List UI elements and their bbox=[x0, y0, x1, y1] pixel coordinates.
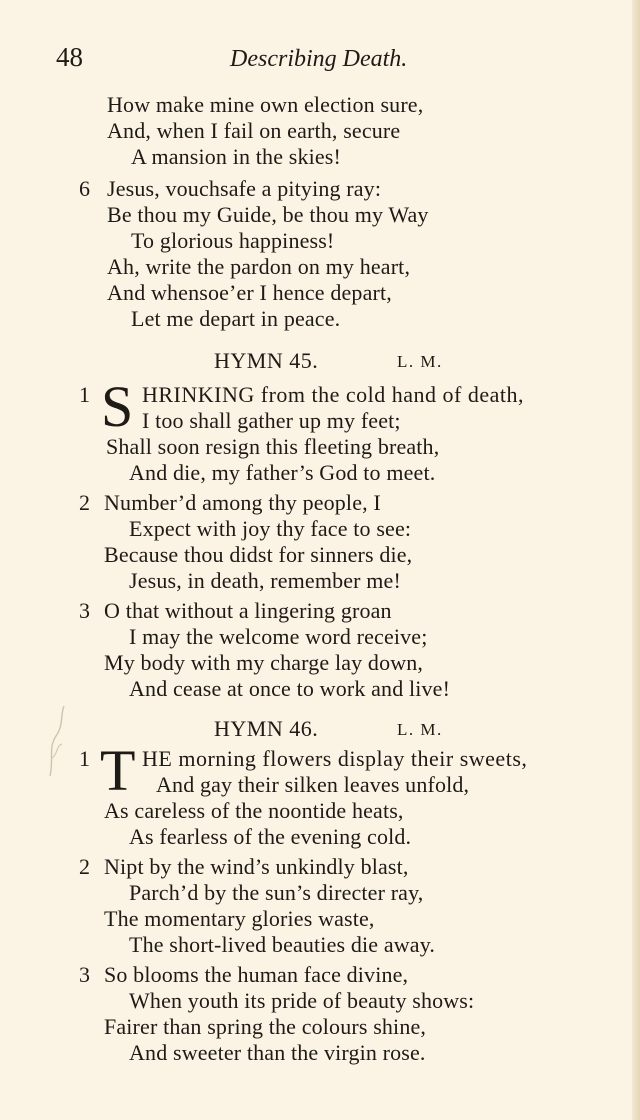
verse-line: A mansion in the skies! bbox=[131, 144, 341, 169]
hymn-meter: L. M. bbox=[397, 720, 443, 739]
drop-cap: T bbox=[100, 738, 136, 803]
pencil-annotation bbox=[42, 700, 72, 780]
verse-line: HE morning flowers display their sweets, bbox=[142, 746, 528, 771]
verse-line: I too shall gather up my feet; bbox=[142, 408, 401, 433]
verse-line: My body with my charge lay down, bbox=[104, 650, 424, 675]
running-title: Describing Death. bbox=[230, 46, 408, 72]
verse-line: And die, my father’s God to meet. bbox=[129, 460, 436, 485]
verse-line: Fairer than spring the colours shine, bbox=[104, 1014, 427, 1039]
verse-line: Jesus, in death, remember me! bbox=[129, 568, 401, 593]
verse-line: When youth its pride of beauty shows: bbox=[129, 988, 475, 1013]
drop-cap: S bbox=[101, 374, 134, 439]
verse-number: 2 bbox=[79, 854, 90, 879]
verse-line: Let me depart in peace. bbox=[131, 306, 341, 331]
verse-line: And cease at once to work and live! bbox=[129, 676, 451, 701]
verse-line: I may the welcome word receive; bbox=[129, 624, 428, 649]
verse-line: And sweeter than the virgin rose. bbox=[129, 1040, 426, 1065]
verse-number: 2 bbox=[79, 490, 90, 515]
verse-line: Number’d among thy people, I bbox=[104, 490, 381, 515]
hymn-title: HYMN 46. bbox=[214, 716, 319, 741]
verse-line: Expect with joy thy face to see: bbox=[129, 516, 412, 541]
verse-line: And whensoe’er I hence depart, bbox=[107, 280, 392, 305]
hymn-title: HYMN 45. bbox=[214, 348, 319, 373]
verse-number: 1 bbox=[79, 746, 90, 771]
page-number: 48 bbox=[56, 42, 83, 72]
verse-line: To glorious happiness! bbox=[131, 228, 335, 253]
verse-number: 1 bbox=[79, 382, 90, 407]
verse-line: Because thou didst for sinners die, bbox=[104, 542, 413, 567]
verse-line: As fearless of the evening cold. bbox=[129, 824, 412, 849]
verse-line: Shall soon resign this fleeting breath, bbox=[106, 434, 440, 459]
verse-line: Ah, write the pardon on my heart, bbox=[107, 254, 411, 279]
verse-line: Nipt by the wind’s unkindly blast, bbox=[104, 854, 409, 879]
verse-line: As careless of the noontide heats, bbox=[104, 798, 404, 823]
verse-line: And gay their silken leaves unfold, bbox=[156, 772, 470, 797]
verse-line: The short-lived beauties die away. bbox=[129, 932, 436, 957]
verse-line: The momentary glories waste, bbox=[104, 906, 375, 931]
verse-line: So blooms the human face divine, bbox=[104, 962, 409, 987]
verse-number: 3 bbox=[79, 598, 90, 623]
verse-number: 6 bbox=[79, 176, 90, 201]
verse-line: Parch’d by the sun’s directer ray, bbox=[129, 880, 424, 905]
page-edge bbox=[632, 0, 640, 1120]
page-header bbox=[56, 42, 616, 78]
verse-line: And, when I fail on earth, secure bbox=[107, 118, 401, 143]
verse-line: How make mine own election sure, bbox=[107, 92, 424, 117]
verse-line: O that without a lingering groan bbox=[104, 598, 392, 623]
verse-line: Be thou my Guide, be thou my Way bbox=[107, 202, 429, 227]
verse-line: HRINKING from the cold hand of death, bbox=[142, 382, 525, 407]
verse-line: Jesus, vouchsafe a pitying ray: bbox=[107, 176, 382, 201]
verse-number: 3 bbox=[79, 962, 90, 987]
hymn-meter: L. M. bbox=[397, 352, 443, 371]
